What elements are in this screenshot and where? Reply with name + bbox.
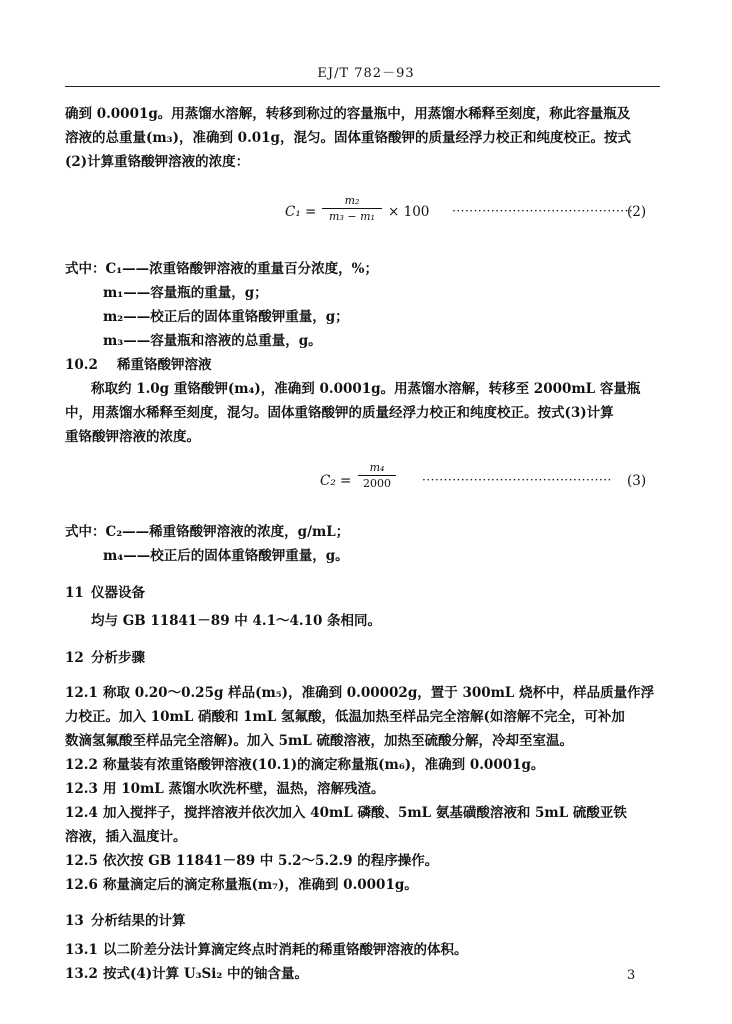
para1-line-2: 溶液的总重量(m₃)，准确到 0.01g，混匀。固体重铬酸钾的质量经浮力校正和纯度校正。按式 — [65, 130, 631, 146]
step-12-6-number: 12.6 — [65, 877, 98, 893]
formula2-number: (2) — [627, 204, 647, 220]
step-12-1-line-2: 力校正。加入 10mL 硝酸和 1mL 氢氟酸，低温加热至样品完全溶解(如溶解不完全，可补加 — [65, 709, 625, 725]
step-12-4-line-1: 加入搅拌子，搅拌溶液并依次加入 40mL 磷酸、5mL 氨基磺酸溶液和 5mL 硫酸亚铁 — [103, 805, 627, 821]
step-13-1-text: 以二阶差分法计算滴定终点时消耗的稀重铬酸钾溶液的体积。 — [103, 942, 468, 958]
section-10-2-title: 稀重铬酸钾溶液 — [117, 357, 212, 373]
section-13-title: 分析结果的计算 — [91, 913, 186, 929]
step-13-1-number: 13.1 — [65, 942, 98, 958]
where2-title: 式中：C₂——稀重铬酸钾溶液的浓度，g/mL； — [65, 524, 350, 540]
where1-item-1: m₁——容量瓶的重量，g； — [103, 285, 268, 301]
step-12-1-line-1: 称取 0.20～0.25g 样品(m₅)，准确到 0.00002g，置于 300mL 烧杯中，样品质量作浮 — [103, 685, 655, 701]
formula2-leader-dots: ·········································· — [452, 204, 634, 218]
section-12-number: 12 — [65, 650, 84, 666]
formula3-numerator: m₄ — [369, 461, 385, 474]
section-11-title: 仪器设备 — [91, 585, 145, 601]
formula2-lhs: C₁ = — [285, 204, 317, 220]
header-rule — [65, 86, 660, 87]
formula3-number: (3) — [627, 473, 647, 489]
step-12-3-number: 12.3 — [65, 781, 98, 797]
formula2-fraction — [322, 194, 382, 223]
formula2-denominator: m₃ − m₁ — [329, 210, 375, 223]
formula2-fraction-bar — [322, 208, 382, 209]
step-12-1-number: 12.1 — [65, 685, 98, 701]
section-10-2-line-3: 重铬酸钾溶液的浓度。 — [65, 429, 200, 445]
formula3-fraction — [358, 461, 396, 490]
formula2-numerator: m₂ — [344, 194, 360, 207]
step-12-3-text: 用 10mL 蒸馏水吹洗杯壁，温热，溶解残渣。 — [103, 781, 385, 797]
formula3-lhs: C₂ = — [320, 473, 352, 489]
formula2-tail: × 100 — [388, 204, 430, 220]
para1-line-1: 确到 0.0001g。用蒸馏水溶解，转移到称过的容量瓶中，用蒸馏水稀释至刻度，称此容量瓶及 — [65, 106, 631, 122]
formula3-leader-dots: ············································ — [422, 473, 612, 487]
step-12-4-number: 12.4 — [65, 805, 98, 821]
section-10-2-line-2: 中，用蒸馏水稀释至刻度，混匀。固体重铬酸钾的质量经浮力校正和纯度校正。按式(3)计算 — [65, 405, 614, 421]
section-10-2-number: 10.2 — [65, 357, 98, 373]
step-12-1-line-3: 数滴氢氟酸至样品完全溶解)。加入 5mL 硫酸溶液，加热至硫酸分解，冷却至室温。 — [65, 733, 573, 749]
step-12-5-number: 12.5 — [65, 853, 98, 869]
where2-item-1: m₄——校正后的固体重铬酸钾重量，g。 — [103, 548, 349, 564]
formula3-fraction-bar — [358, 475, 396, 476]
section-13-number: 13 — [65, 913, 84, 929]
step-12-5-text: 依次按 GB 11841－89 中 5.2～5.2.9 的程序操作。 — [103, 853, 439, 869]
step-12-2-number: 12.2 — [65, 757, 98, 773]
step-12-2-text: 称量装有浓重铬酸钾溶液(10.1)的滴定称量瓶(m₆)，准确到 0.0001g。 — [103, 757, 545, 773]
where1-item-3: m₃——容量瓶和溶液的总重量，g。 — [103, 333, 322, 349]
step-13-2-text: 按式(4)计算 U₃Si₂ 中的铀含量。 — [103, 966, 309, 982]
where1-item-2: m₂——校正后的固体重铬酸钾重量，g； — [103, 309, 349, 325]
section-11-text: 均与 GB 11841－89 中 4.1～4.10 条相同。 — [91, 613, 382, 629]
page-number: 3 — [627, 968, 636, 983]
section-11-number: 11 — [65, 585, 84, 601]
step-12-6-text: 称量滴定后的滴定称量瓶(m₇)，准确到 0.0001g。 — [103, 877, 418, 893]
section-12-title: 分析步骤 — [91, 650, 145, 666]
para1-line-3: (2)计算重铬酸钾溶液的浓度： — [65, 154, 250, 170]
standard-code-header: EJ/T 782－93 — [317, 66, 415, 81]
formula3-denominator: 2000 — [363, 477, 391, 490]
step-13-2-number: 13.2 — [65, 966, 98, 982]
where1-title: 式中：C₁——浓重铬酸钾溶液的重量百分浓度，%； — [65, 261, 378, 277]
section-10-2-line-1: 称取约 1.0g 重铬酸钾(m₄)，准确到 0.0001g。用蒸馏水溶解，转移至 2000mL 容量瓶 — [91, 381, 641, 397]
step-12-4-line-2: 溶液，插入温度计。 — [65, 829, 187, 845]
